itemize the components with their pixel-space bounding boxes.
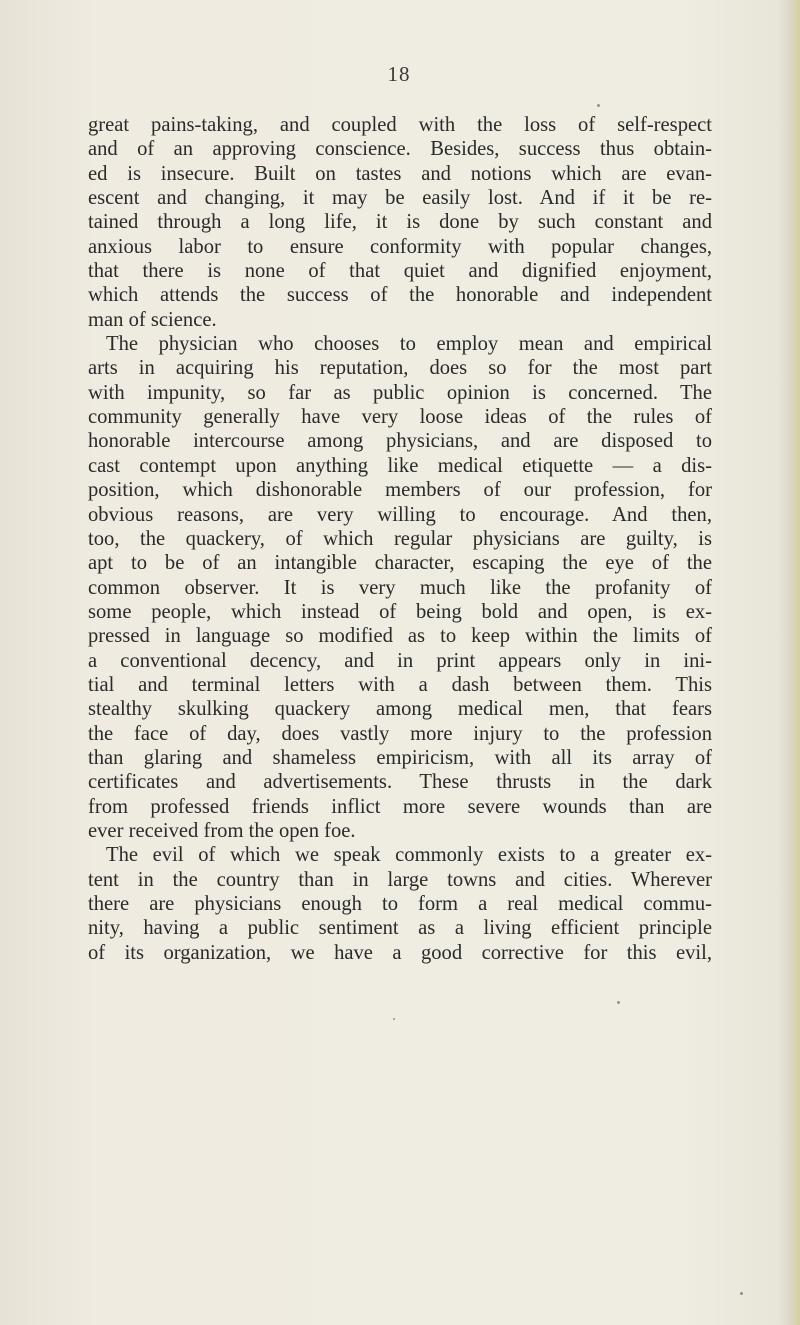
text-line: some people, which instead of being bold and open, is ex- bbox=[88, 600, 712, 623]
text-line: from professed friends inflict more severe wounds than are bbox=[88, 795, 712, 818]
text-line: man of science. bbox=[88, 308, 217, 331]
page-number: 18 bbox=[387, 62, 411, 86]
text-line: tial and terminal letters with a dash between them. This bbox=[88, 673, 712, 696]
text-line: of its organization, we have a good corrective for this evil, bbox=[88, 941, 712, 964]
text-line: a conventional decency, and in print appears only in ini- bbox=[88, 649, 712, 672]
text-line: community generally have very loose ideas of the rules of bbox=[88, 406, 712, 429]
text-line: and of an approving conscience. Besides, success thus obtain- bbox=[88, 138, 712, 161]
text-line: The evil of which we speak commonly exists to a greater ex- bbox=[106, 844, 712, 867]
text-line: ed is insecure. Built on tastes and notions which are evan- bbox=[88, 162, 712, 185]
text-line: escent and changing, it may be easily lost. And if it be re- bbox=[88, 187, 712, 210]
text-line: The physician who chooses to employ mean and empirical bbox=[106, 333, 712, 356]
text-line: nity, having a public sentiment as a living efficient principle bbox=[88, 917, 712, 940]
text-line: great pains-taking, and coupled with the loss of self-respect bbox=[88, 114, 712, 136]
text-line: common observer. It is very much like the profanity of bbox=[88, 576, 712, 599]
ink-speck bbox=[617, 1001, 620, 1004]
ink-speck bbox=[393, 1018, 395, 1020]
text-line: that there is none of that quiet and dignified enjoyment, bbox=[88, 260, 712, 283]
text-line: too, the quackery, of which regular physicians are guilty, is bbox=[88, 527, 712, 550]
text-line: obvious reasons, are very willing to encourage. And then, bbox=[88, 503, 712, 526]
text-line: pressed in language so modified as to keep within the limits of bbox=[88, 625, 712, 648]
text-line: tained through a long life, it is done by such constant and bbox=[88, 211, 712, 234]
text-line: certificates and advertisements. These thrusts in the dark bbox=[88, 771, 712, 794]
text-line: ever received from the open foe. bbox=[88, 819, 356, 842]
text-line: cast contempt upon anything like medical etiquette — a dis- bbox=[88, 454, 712, 477]
text-line: honorable intercourse among physicians, and are disposed to bbox=[88, 430, 712, 453]
text-line: which attends the success of the honorable and independent bbox=[88, 284, 712, 307]
text-line: than glaring and shameless empiricism, with all its array of bbox=[88, 746, 712, 769]
text-line: the face of day, does vastly more injury to the profession bbox=[88, 722, 712, 745]
ink-speck bbox=[740, 1292, 743, 1295]
text-line: anxious labor to ensure conformity with popular changes, bbox=[88, 235, 712, 258]
page-edge-shadow bbox=[778, 0, 800, 1325]
text-line: with impunity, so far as public opinion is concerned. The bbox=[88, 381, 712, 404]
text-line: tent in the country than in large towns and cities. Wherever bbox=[88, 868, 712, 891]
text-line: position, which dishonorable members of our profession, for bbox=[88, 479, 712, 502]
text-line: there are physicians enough to form a real medical commu- bbox=[88, 893, 712, 915]
text-line: stealthy skulking quackery among medical men, that fears bbox=[88, 698, 712, 721]
text-line: arts in acquiring his reputation, does so for the most part bbox=[88, 357, 712, 380]
ink-speck bbox=[597, 104, 600, 107]
body-text bbox=[88, 113, 712, 965]
text-line: apt to be of an intangible character, escaping the eye of the bbox=[88, 552, 712, 575]
